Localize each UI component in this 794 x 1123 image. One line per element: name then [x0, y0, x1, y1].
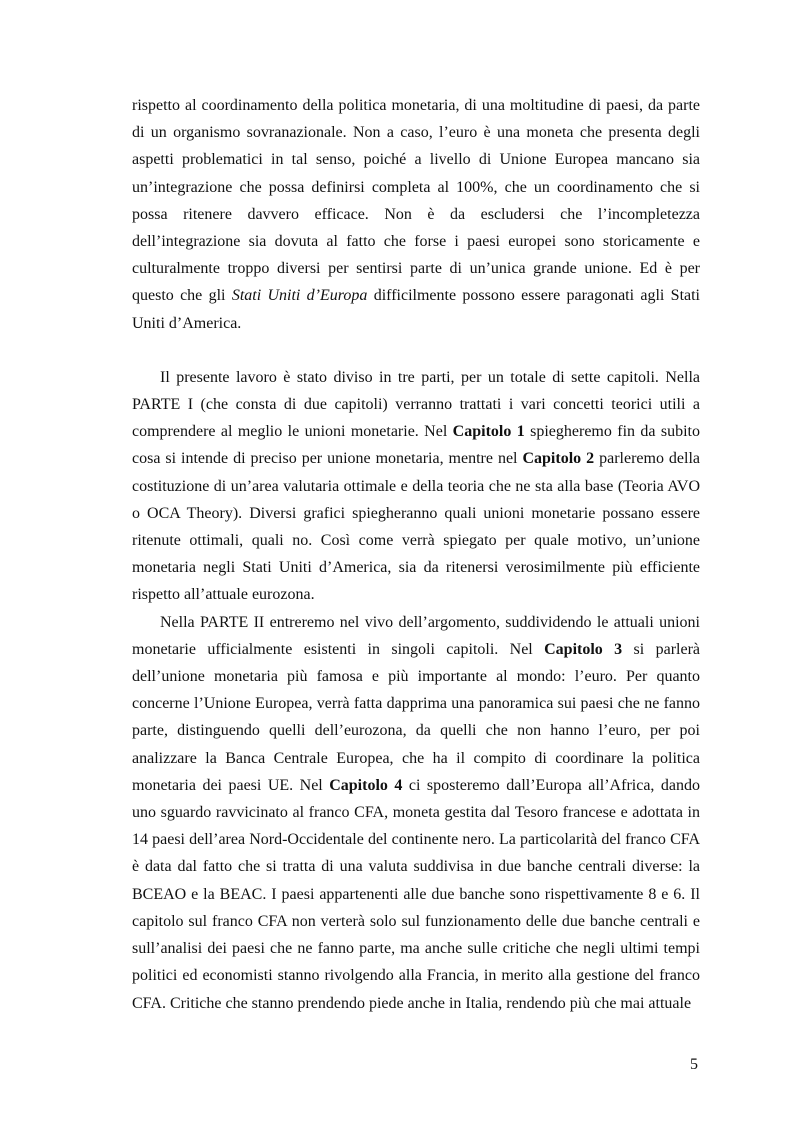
bold-chapter-ref: Capitolo 1 — [452, 423, 525, 441]
paragraph-3: Nella PARTE II entreremo nel vivo dell’argomento, suddividendo le attuali unioni monetarie ufficialmente esistenti in singoli capitoli. Nel Capitolo 3 si parlerà dell’unione monetaria più famosa e più importante al mondo: l’euro. Per quanto concerne l’Unione Europea, verrà fatta dapprima una panoramica sui paesi che ne fanno parte, distinguendo quelli dell’eurozona, da quelli che non hanno l’euro, per poi analizzare la Banca Centrale Europea, che ha il compito di coordinare la politica monetaria dei paesi UE. Nel Capitolo 4 ci sposteremo dall’Europa all’Africa, dando uno sguardo ravvicinato al franco CFA, moneta gestita dal Tesoro francese e adottata in 14 paesi dell’area Nord-Occidentale del continente nero. La particolarità del franco CFA è data dal fatto che si tratta di una valuta suddivisa in due banche centrali diverse: la BCEAO e la BEAC. I paesi appartenenti alle due banche sono rispettivamente 8 e 6. Il capitolo sul franco CFA non verterà solo sul funzionamento delle due banche centrali e sull’analisi dei paesi che ne fanno parte, ma anche sulle critiche che negli ultimi tempi politici ed economisti stanno rivolgendo alla Francia, in merito alla gestione del franco CFA. Critiche che stanno prendendo piede anche in Italia, rendendo più che mai attuale — [132, 613, 700, 1012]
bold-chapter-ref: Capitolo 4 — [329, 776, 403, 794]
page-number: 5 — [690, 1056, 698, 1073]
bold-chapter-ref: Capitolo 2 — [522, 450, 595, 468]
body-text — [132, 92, 700, 1017]
italic-phrase: Stati Uniti d’Europa — [231, 287, 368, 305]
paragraph-2: Il presente lavoro è stato diviso in tre parti, per un totale di sette capitoli. Nella PARTE I (che consta di due capitoli) verranno trattati i vari concetti teorici utili a comprendere al meglio le unioni monetarie. Nel Capitolo 1 spiegheremo fin da subito cosa si intende di preciso per unione monetaria, mentre nel Capitolo 2 parleremo della costituzione di un’area valutaria ottimale e della teoria che ne sta alla base (Teoria AVO o OCA Theory). Diversi grafici spiegheranno quali unioni monetarie possano essere ritenute ottimali, quali no. Così come verrà spiegato per quale motivo, un’unione monetaria negli Stati Uniti d’America, sia da ritenersi verosimilmente più efficiente rispetto all’attuale eurozona. — [132, 368, 701, 604]
bold-chapter-ref: Capitolo 3 — [544, 640, 623, 658]
paragraph-1: rispetto al coordinamento della politica monetaria, di una moltitudine di paesi, da parte di un organismo sovranazionale. Non a caso, l’euro è una moneta che presenta degli aspetti problematici in tal senso, poiché a livello di Unione Europea mancano sia un’integrazione che possa definirsi completa al 100%, che un coordinamento che si possa ritenere davvero efficace. Non è da escludersi che l’incompletezza dell’integrazione sia dovuta al fatto che forse i paesi europei sono storicamente e culturalmente troppo diversi per sentirsi parte di un’unica grande unione. Ed è per questo che gli Stati Uniti d’Europa difficilmente possono essere paragonati agli Stati Uniti d’America. — [132, 97, 701, 332]
